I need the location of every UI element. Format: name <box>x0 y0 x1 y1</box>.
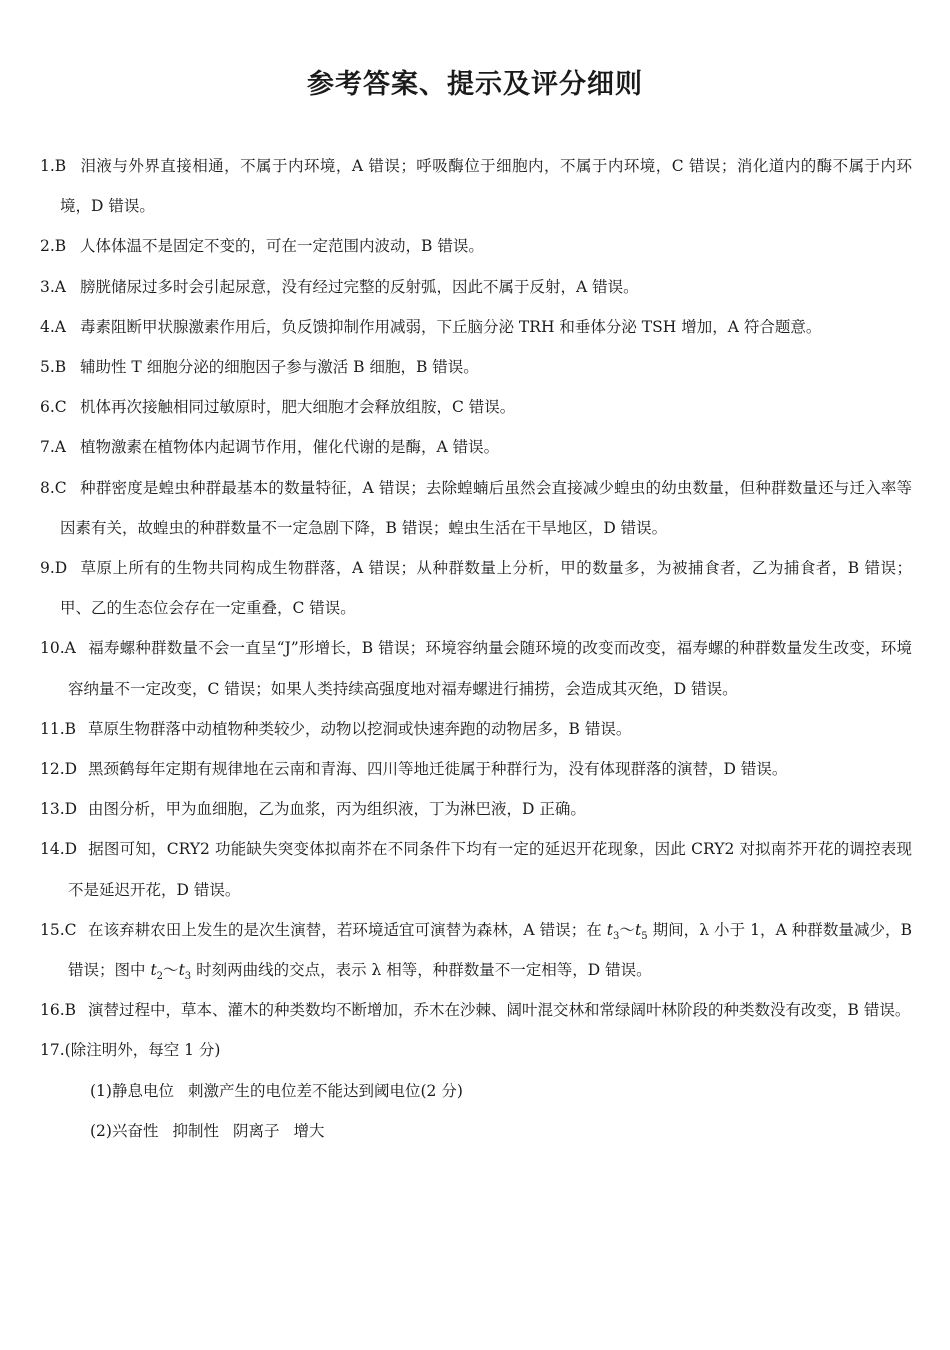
answer-explanation: 毒素阻断甲状腺激素作用后，负反馈抑制作用减弱，下丘脑分泌 TRH 和垂体分泌 TSH 增加，A 符合题意。 <box>80 317 822 336</box>
answer-item-8 <box>40 468 912 548</box>
time-var: t <box>635 920 642 939</box>
answer-item-4 <box>40 307 912 347</box>
tilde-symbol: ～ <box>619 920 635 939</box>
time-var: t <box>150 961 157 980</box>
sub-answer-label: (1) <box>90 1081 112 1100</box>
answer-explanation: 黑颈鹤每年定期有规律地在云南和青海、四川等地迁徙属于种群行为，没有体现群落的演替，D 错误。 <box>88 760 788 779</box>
answer-number: 4.A <box>40 317 66 336</box>
answer-explanation: 草原上所有的生物共同构成生物群落，A 错误；从种群数量上分析，甲的数量多，为被捕食者，乙为捕食者，B 错误；甲、乙的生态位会存在一定重叠，C 错误。 <box>60 559 912 618</box>
answer-explanation: 辅助性 T 细胞分泌的细胞因子参与激活 B 细胞，B 错误。 <box>80 358 479 377</box>
sub-answer-1 <box>68 1071 912 1111</box>
time-var: t <box>178 961 185 980</box>
time-subscript: 5 <box>641 930 648 942</box>
sub-answer-text: 增大 <box>293 1121 325 1140</box>
answer-item-1 <box>40 146 912 226</box>
answer-item-14 <box>40 829 912 909</box>
answer-number: 14.D <box>40 840 78 859</box>
answer-number: 2.B <box>40 237 67 256</box>
answer-number: 11.B <box>40 719 77 738</box>
answer-list <box>40 146 912 1151</box>
answer-item-6 <box>40 387 912 427</box>
sub-answer-text: 兴奋性 <box>111 1121 159 1140</box>
answer-number: 10.A <box>40 639 76 658</box>
time-var: t <box>606 920 614 939</box>
answer-explanation: 机体再次接触相同过敏原时，肥大细胞才会释放组胺，C 错误。 <box>80 398 516 417</box>
answer-explanation: 演替过程中，草本、灌木的种类数均不断增加，乔木在沙棘、阔叶混交林和常绿阔叶林阶段的种类数没有改变，B 错误。 <box>88 1001 911 1020</box>
sub-answer-label: (2) <box>90 1121 112 1140</box>
answer-number: 15.C <box>40 920 77 939</box>
answer-explanation-part-b: 期间，λ 小于 1，A 种群数量减少，B 错误；图中 <box>68 920 912 980</box>
answer-explanation: 由图分析，甲为血细胞，乙为血浆，丙为组织液，丁为淋巴液，D 正确。 <box>88 800 586 819</box>
answer-explanation: 植物激素在植物体内起调节作用，催化代谢的是酶，A 错误。 <box>80 438 500 457</box>
answer-item-7 <box>40 427 912 467</box>
answer-number: 7.A <box>40 438 66 457</box>
tilde-symbol: ～ <box>163 961 179 980</box>
answer-item-2 <box>40 226 912 266</box>
answer-item-9 <box>40 548 912 628</box>
time-subscript: 3 <box>613 930 620 942</box>
answer-item-16 <box>40 990 912 1030</box>
answer-item-15 <box>40 910 912 990</box>
answer-explanation: 据图可知，CRY2 功能缺失突变体拟南芥在不同条件下均有一定的延迟开花现象，因此 CRY2 对拟南芥开花的调控表现不是延迟开花，D 错误。 <box>68 840 912 899</box>
time-subscript: 2 <box>156 971 164 983</box>
answer-item-17 <box>40 1030 912 1151</box>
answer-item-12 <box>40 749 912 789</box>
answer-explanation: 泪液与外界直接相通，不属于内环境，A 错误；呼吸酶位于细胞内，不属于内环境，C 错误；消化道内的酶不属于内环境，D 错误。 <box>60 157 912 216</box>
answer-explanation: 膀胱储尿过多时会引起尿意，没有经过完整的反射弧，因此不属于反射，A 错误。 <box>80 277 639 296</box>
answer-item-5 <box>40 347 912 387</box>
answer-number: 17. <box>40 1041 65 1060</box>
scoring-note: (除注明外，每空 1 分) <box>64 1041 221 1060</box>
answer-number: 16.B <box>40 1001 77 1020</box>
answer-number: 8.C <box>40 478 67 497</box>
answer-number: 12.D <box>40 760 78 779</box>
sub-answer-2 <box>68 1111 912 1151</box>
answer-item-13 <box>40 789 912 829</box>
answer-item-3 <box>40 267 912 307</box>
answer-explanation: 草原生物群落中动植物种类较少，动物以挖洞或快速奔跑的动物居多，B 错误。 <box>88 719 632 738</box>
answer-number: 1.B <box>40 157 67 175</box>
answer-explanation: 人体体温不是固定不变的，可在一定范围内波动，B 错误。 <box>80 237 484 256</box>
sub-answer-text: 阴离子 <box>233 1121 280 1140</box>
sub-answer-text: 刺激产生的电位差不能达到阈电位(2 分) <box>187 1081 463 1100</box>
sub-answer-text: 静息电位 <box>111 1081 174 1100</box>
answer-item-10 <box>40 628 912 708</box>
answer-number: 3.A <box>40 277 66 296</box>
answer-explanation: 种群密度是蝗虫种群最基本的数量特征，A 错误；去除蝗蝻后虽然会直接减少蝗虫的幼虫数量，但种群数量还与迁入率等因素有关，故蝗虫的种群数量不一定急剧下降，B 错误；蝗虫生活在干旱地区，D 错误。 <box>60 478 912 537</box>
answer-explanation-part-a: 在该弃耕农田上发生的是次生演替，若环境适宜可演替为森林，A 错误；在 <box>88 920 607 939</box>
page-title: 参考答案、提示及评分细则 <box>307 69 643 100</box>
answer-number: 9.D <box>40 559 68 578</box>
answer-number: 6.C <box>40 398 67 417</box>
answer-item-11 <box>40 709 912 749</box>
sub-answer-text: 抑制性 <box>172 1121 219 1140</box>
answer-number: 13.D <box>40 800 78 819</box>
time-subscript: 3 <box>184 971 192 983</box>
answer-explanation-part-c: 时刻两曲线的交点，表示 λ 相等，种群数量不一定相等，D 错误。 <box>191 961 652 980</box>
answer-number: 5.B <box>40 358 67 377</box>
answer-explanation: 福寿螺种群数量不会一直呈“J”形增长，B 错误；环境容纳量会随环境的改变而改变，福寿螺的种群数量发生改变，环境容纳量不一定改变，C 错误；如果人类持续高强度地对福寿螺进行捕捞，会造成其灭绝，D 错误。 <box>68 639 912 698</box>
